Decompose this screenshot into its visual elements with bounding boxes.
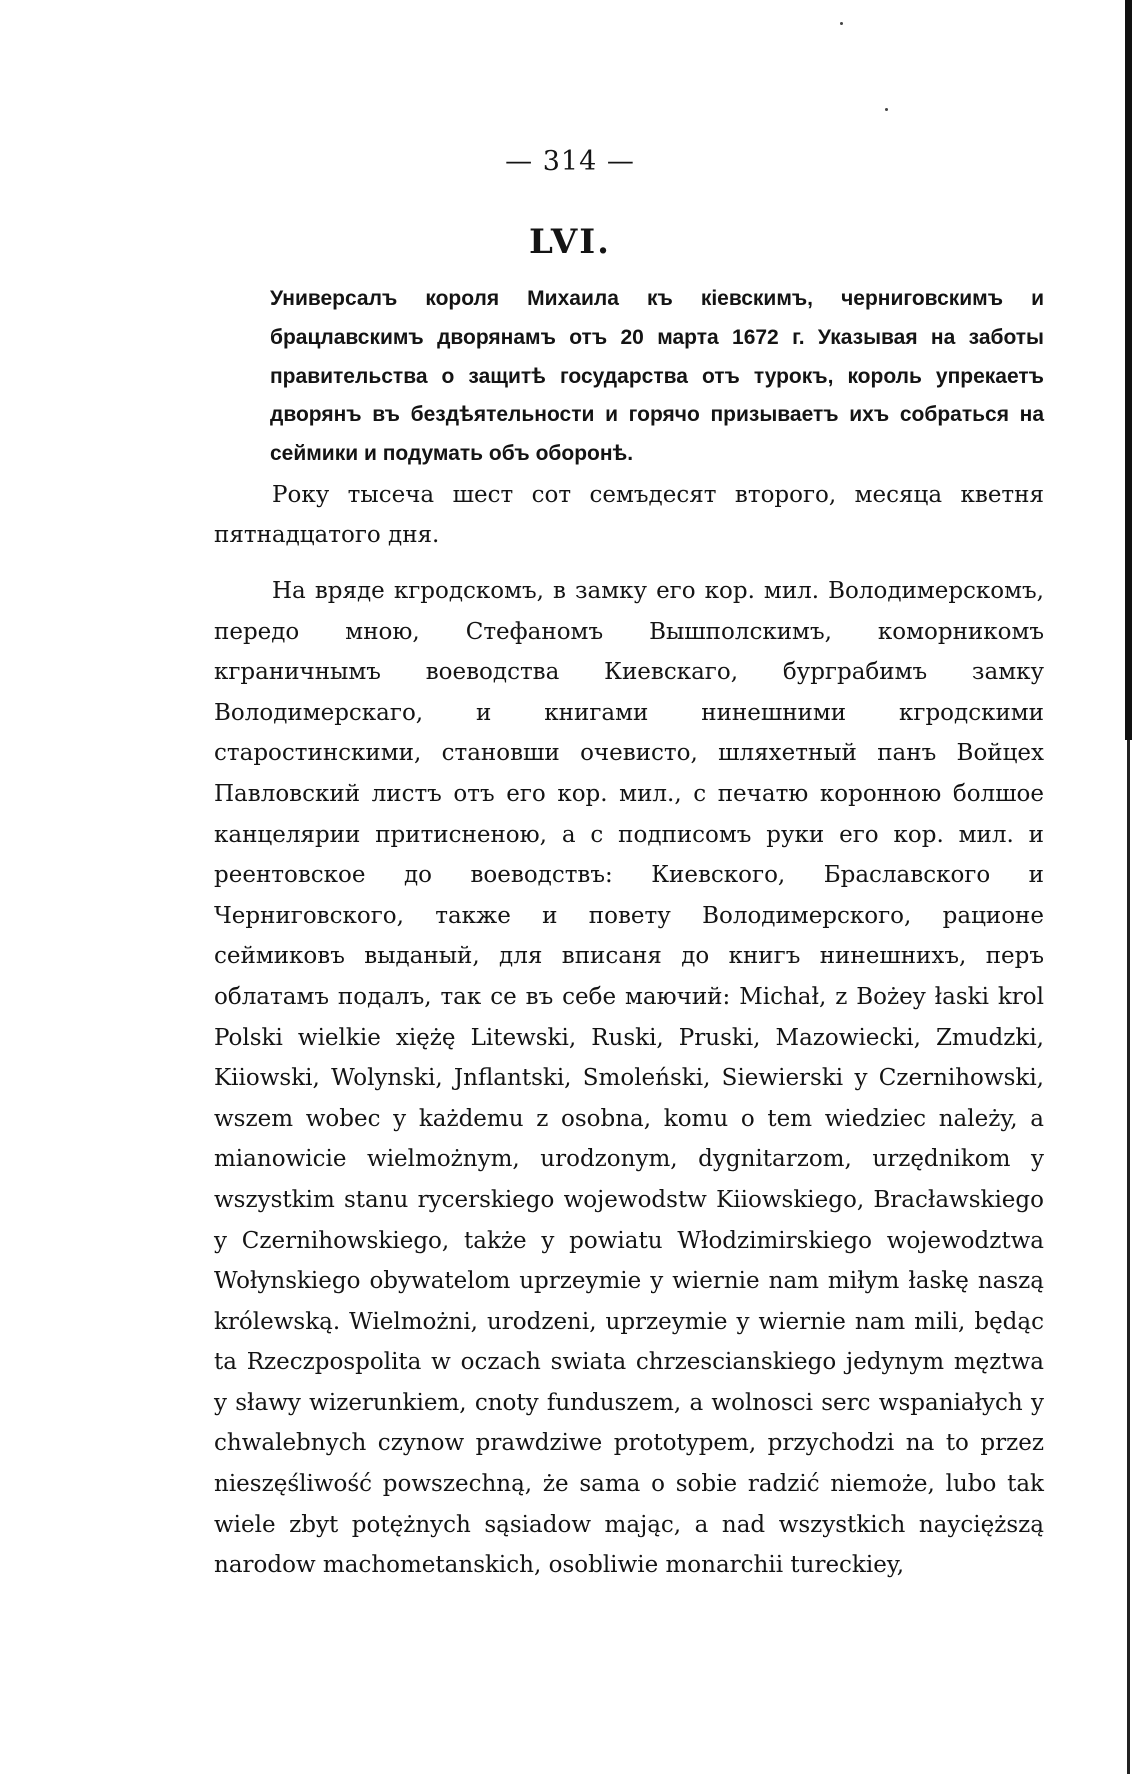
page-number: — 314 — xyxy=(505,146,635,177)
dateline-paragraph xyxy=(214,475,1044,555)
page-edge-shadow-lower xyxy=(1127,740,1130,1774)
main-text xyxy=(214,571,1044,1586)
document-summary: Универсалъ короля Михаила къ кіевскимъ, черниговскимъ и брацлавскимъ дворянамъ отъ 20 марта 1672 г. Указывая на заботы правительства о защитѣ государства отъ турокъ, король упрекаетъ дворянъ въ бездѣятельности и горячо призываетъ ихъ собраться на сеймики и подумать объ оборонѣ. xyxy=(270,287,1044,466)
main-paragraph: На вряде кгродскомъ, в замку его кор. мил. Володимерскомъ, передо мною, Стефаномъ Вышполскимъ, коморникомъ кграничнымъ воеводства Киевскаго, бурграбимъ замку Володимерскаго, и книгами нинешними кгродскими старостинскими, становши очевисто, шляхетный панъ Войцех Павловский листъ отъ его кор. мил., с печатю коронною болшое канцелярии притисненою, а с подписомъ руки его кор. мил. и реентовское до воеводствъ: Киевского, Браславского и Черниговского, также и повету Володимерского, рационе сеймиковъ выданый, для вписаня до книгъ нинешнихъ, перъ облатамъ подалъ, так се въ себе маючий: Michał, z Bożey łaski krol Polski wielkie xiężę Litewski, Ruski, Pruski, Mazowiecki, Zmudzki, Kiiowski, Wolynski, Jnflantski, Smoleński, Siewierski y Czernihowski, wszem wobec y każdemu z osobna, komu o tem wiedziec należy, a mianowicie wielmożnym, urodzonym, dygnitarzom, urzędnikom y wszystkim stanu rycerskiego wojewodstw Kiiowskiego, Bracławskiego y Czernihowskiego, także y powiatu Włodzimirskiego wojewodztwa Wołynskiego obywatelom uprzeymie y wiernie nam miłym łaskę naszą krόlewską. Wielmożni, urodzeni, uprzeymie y wiernie nam mili, będąc ta Rzeczpospolita w oczach swiata chrzescianskiego jedynym męztwa y sławy wizerunkiem, cnoty funduszem, a wolnosci serc wspaniałych y chwalebnych czynow prawdziwe prototypem, przychodzi na to przez nieszęśliwość powszechną, że sama o sobie radzić niemoże, lubo tak wiele zbyt potężnych sąsiadow mając, a nad wszystkich naycięższą narodow machometanskich, osobliwie monarchii tureckiey, xyxy=(214,578,1044,1579)
dateline-text: Року тысеча шест сот семъдесят второго, месяца кветня пятнадцатого дня. xyxy=(214,482,1044,548)
document-number: LVI. xyxy=(529,222,611,262)
scan-speck xyxy=(885,108,888,111)
scan-speck xyxy=(840,22,843,25)
page-edge-shadow xyxy=(1125,0,1132,740)
